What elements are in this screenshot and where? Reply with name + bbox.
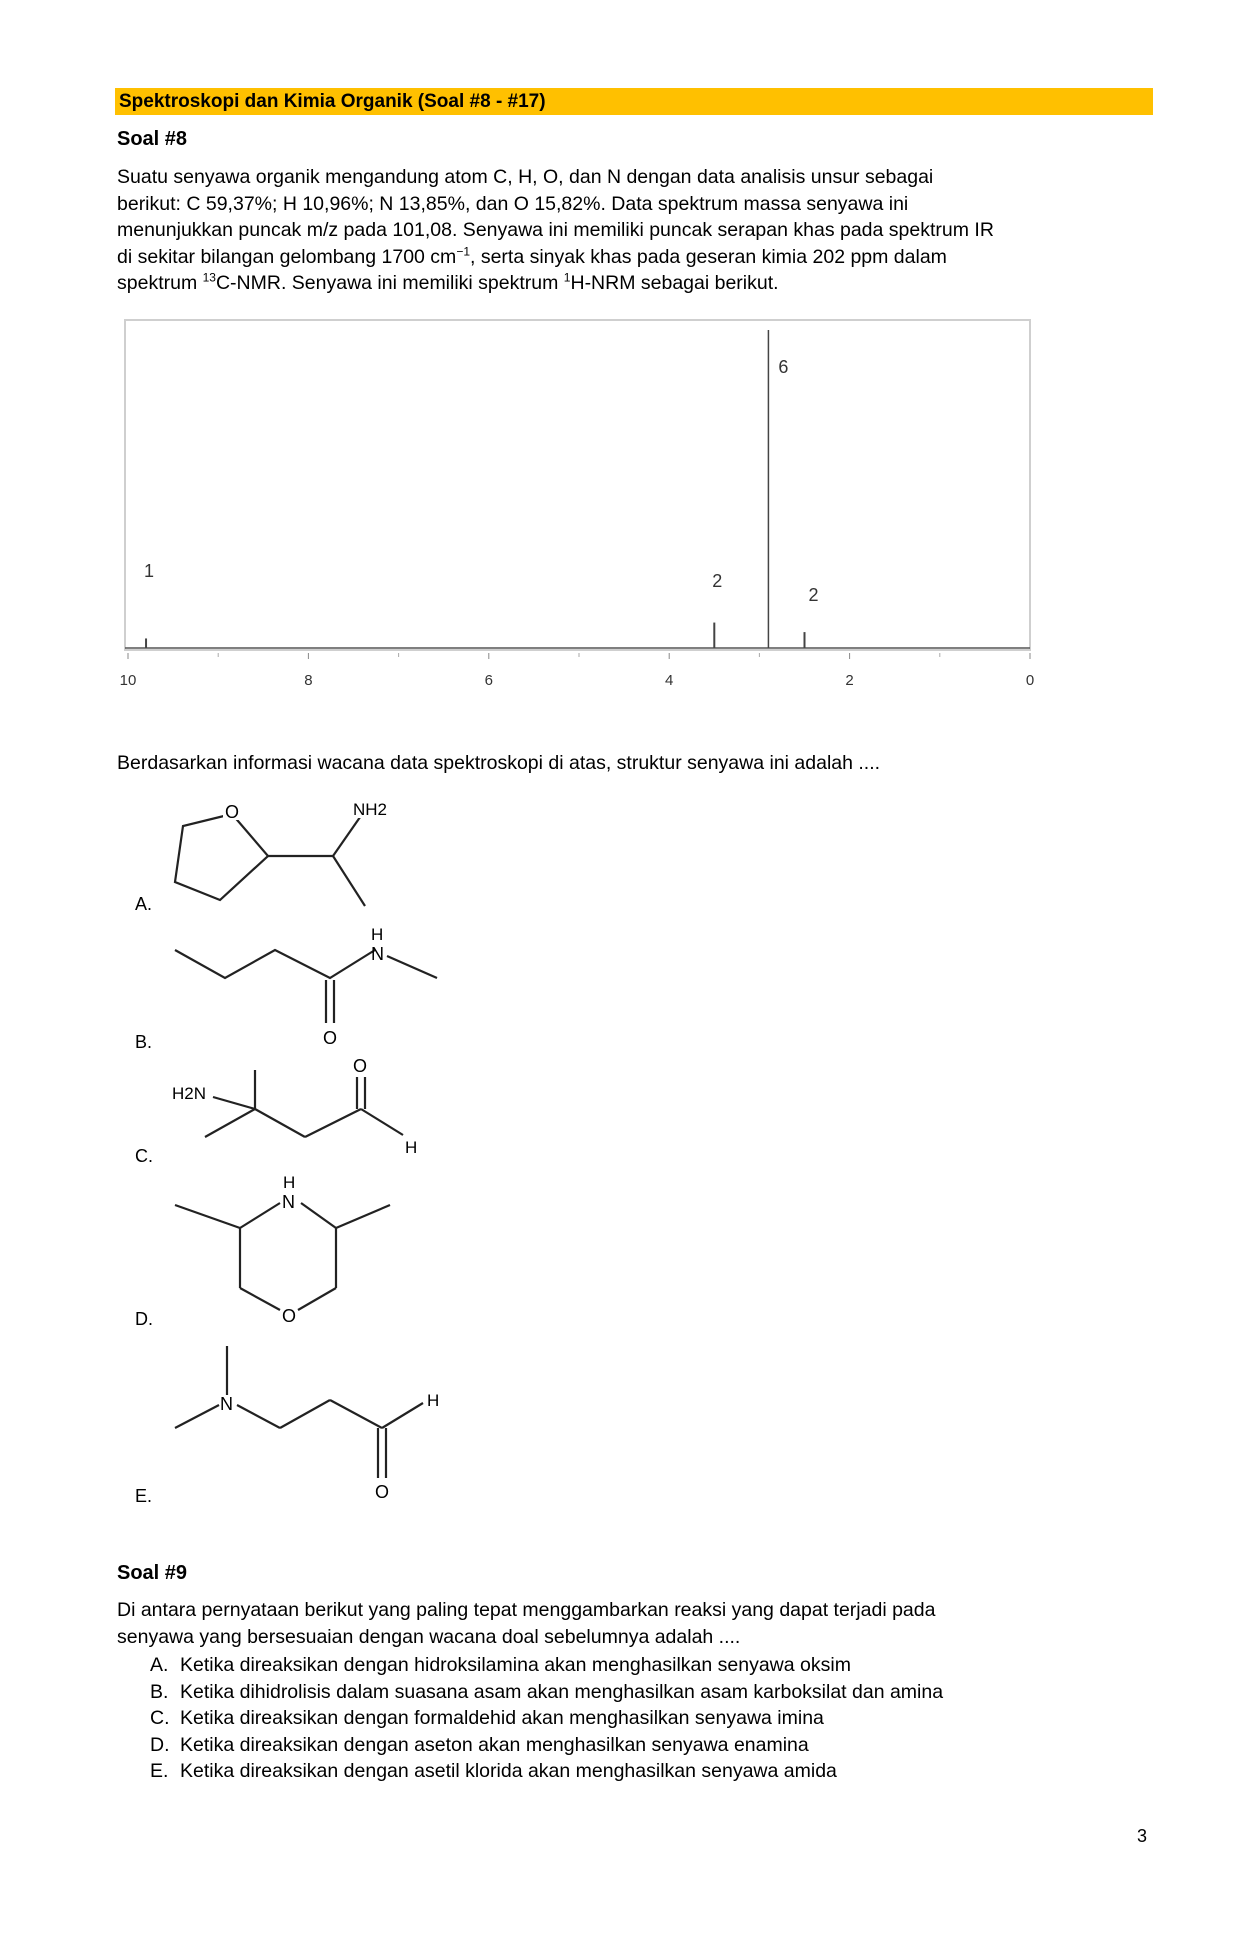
x-tick-label: 0: [1025, 672, 1035, 689]
question-9-body: [117, 1597, 1157, 1650]
structure-d-h: H: [283, 1173, 296, 1192]
structure-b-n: N: [371, 944, 384, 964]
option-a: A. Ketika direaksikan dengan hidroksilamina akan menghasilkan senyawa oksim: [150, 1654, 851, 1676]
nmr-peak-label: 1: [144, 561, 155, 581]
option-b: B. Ketika dihidrolisis dalam suasana asam akan menghasilkan asam karboksilat dan amina: [150, 1680, 944, 1703]
page-number: 3: [1137, 1826, 1148, 1846]
question-9-options: [150, 1652, 943, 1785]
structure-e: [125, 1340, 465, 1515]
structure-a: [125, 790, 445, 920]
option-e-label: E.: [135, 1486, 153, 1506]
q8-line-5: spektrum $^{13}$C-NMR. Senyawa ini memiliki spektrum $^1$H-NRM sebagai berikut.: [117, 270, 779, 294]
x-tick-label: 4: [665, 672, 674, 689]
structure-e-h: H: [427, 1391, 440, 1410]
nmr-spectrum-chart: [120, 315, 1040, 695]
option-a-label: A.: [135, 894, 153, 914]
structure-b-o: O: [323, 1028, 338, 1048]
structure-a-nh2: NH2: [353, 800, 388, 819]
structure-b: [125, 920, 465, 1050]
option-d-label: D.: [135, 1309, 153, 1329]
q9-line-2: senyawa yang bersesuaian dengan wacana doal sebelumnya adalah ....: [117, 1625, 741, 1648]
question-9-heading: Soal #9: [117, 1562, 188, 1584]
option-d: D. Ketika direaksikan dengan aseton akan menghasilkan senyawa enamina: [150, 1733, 809, 1756]
chart-frame: [125, 320, 1030, 650]
structure-a-o: O: [225, 802, 240, 822]
nmr-peak-label: 6: [778, 357, 789, 377]
nmr-peak-label: 2: [808, 585, 819, 605]
structure-d-n: N: [282, 1192, 295, 1212]
structure-e-o: O: [375, 1482, 390, 1502]
q9-line-1: Di antara pernyataan berikut yang paling tepat menggambarkan reaksi yang dapat terjadi pada: [117, 1599, 936, 1621]
structure-d-o: O: [282, 1306, 297, 1326]
q8-line-1: Suatu senyawa organik mengandung atom C, H, O, dan N dengan data analisis unsur sebagai: [117, 166, 934, 188]
structure-c-h: H: [405, 1138, 418, 1157]
x-tick-label: 8: [304, 672, 313, 689]
option-c: C. Ketika direaksikan dengan formaldehid akan menghasilkan senyawa imina: [150, 1707, 824, 1729]
structure-c-h2n: H2N: [172, 1084, 207, 1103]
structure-c: [125, 1055, 445, 1180]
q8-line-3: menunjukkan puncak m/z pada 101,08. Senyawa ini memiliki puncak serapan khas pada spektrum IR: [117, 219, 994, 241]
q8-line-4: di sekitar bilangan gelombang 1700 $cm^{-1}$, serta sinyak khas pada geseran kimia 202 ppm dalam: [117, 244, 947, 268]
question-8-body: [117, 164, 1157, 297]
nmr-peak-label: 2: [712, 571, 723, 591]
x-tick-label: 6: [484, 672, 493, 689]
structure-d: [125, 1170, 445, 1340]
x-tick-label: 10: [120, 672, 137, 689]
structure-c-o: O: [353, 1056, 368, 1076]
q8-line-2: berikut: C 59,37%; H 10,96%; N 13,85%, dan O 15,82%. Data spektrum massa senyawa ini: [117, 192, 909, 215]
question-8-heading: Soal #8: [117, 128, 188, 150]
option-c-label: C.: [135, 1146, 153, 1166]
option-e: E. Ketika direaksikan dengan asetil klorida akan menghasilkan senyawa amida: [150, 1760, 837, 1782]
question-8-prompt: Berdasarkan informasi wacana data spektroskopi di atas, struktur senyawa ini adalah ....: [117, 752, 881, 774]
option-b-label: B.: [135, 1032, 153, 1050]
x-tick-label: 2: [845, 672, 854, 689]
structure-b-h: H: [371, 925, 384, 944]
section-title-bar: Spektroskopi dan Kimia Organik (Soal #8 - #17): [115, 88, 1153, 115]
structure-e-n: N: [220, 1394, 233, 1414]
